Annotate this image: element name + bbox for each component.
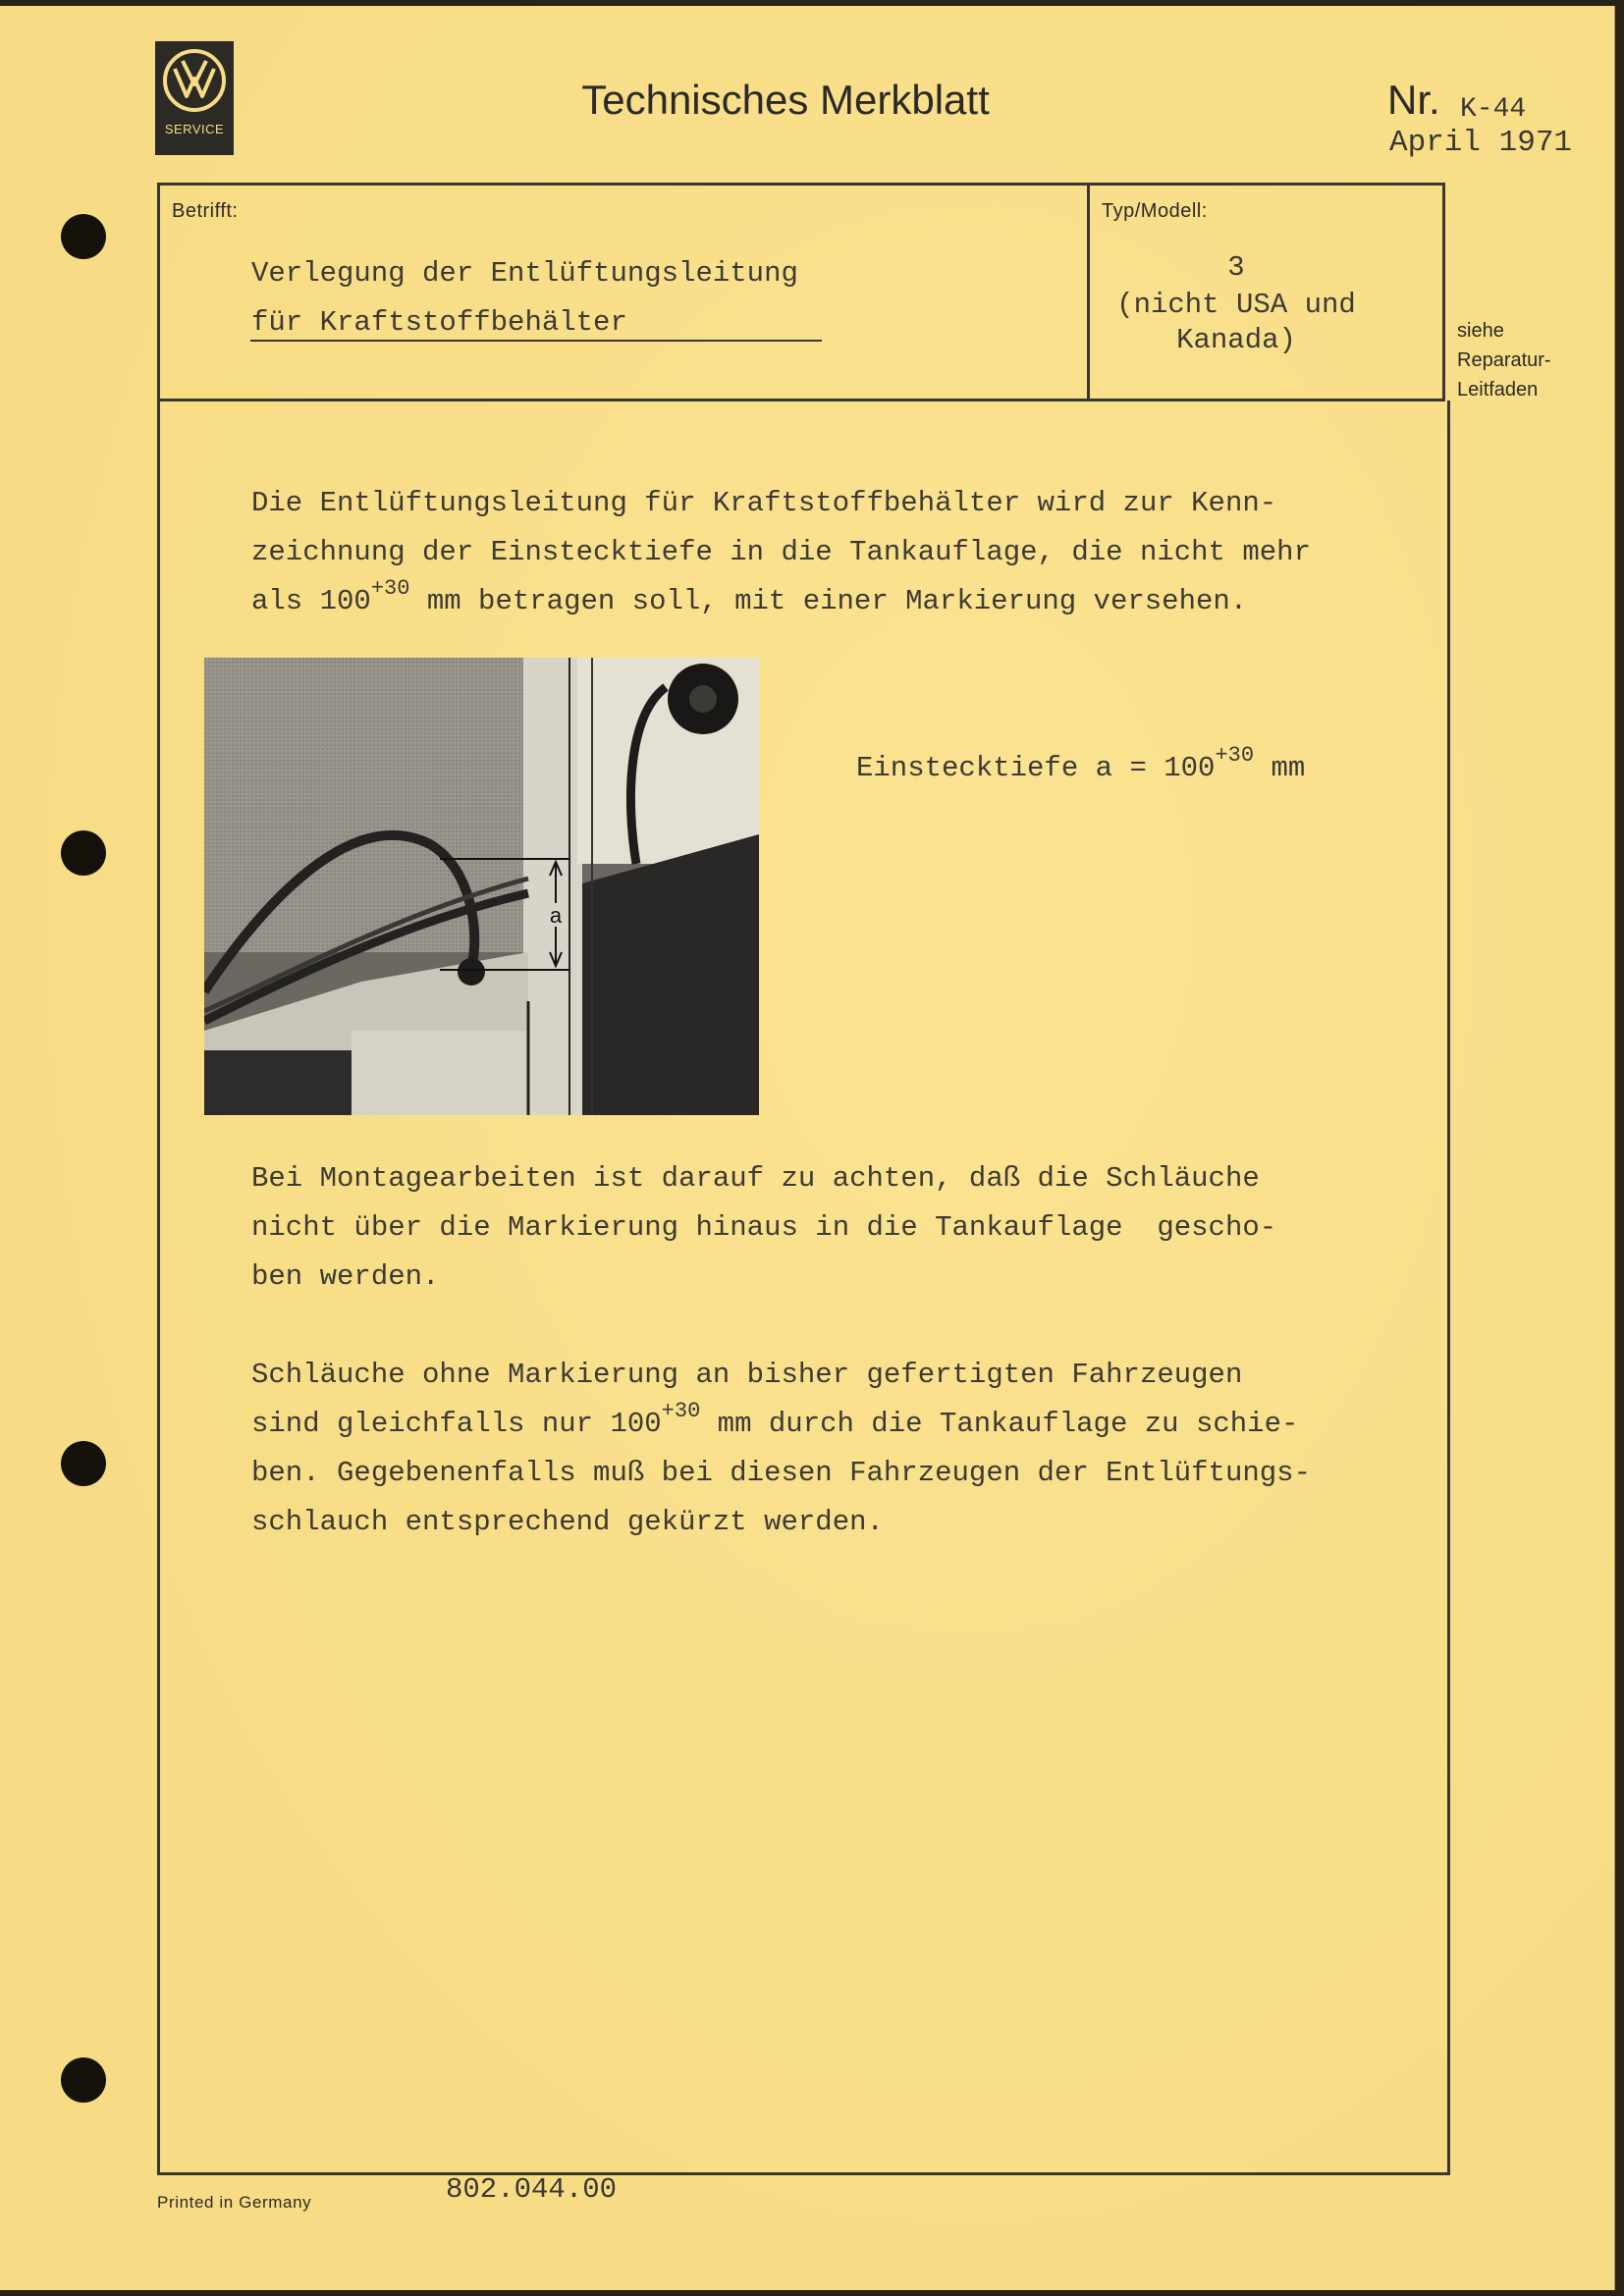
typ-modell-label: Typ/Modell: <box>1102 200 1208 222</box>
tank-vent-photo <box>204 658 759 1115</box>
punch-hole <box>61 2057 106 2103</box>
frame-bottom-border <box>157 2172 1450 2175</box>
printed-in-germany: Printed in Germany <box>157 2193 312 2212</box>
subject-line-1: Verlegung der Entlüftungsleitung <box>251 257 798 290</box>
paragraph-line: Bei Montagearbeiten ist darauf zu achten, daß die Schläuche <box>251 1162 1260 1195</box>
document-number: K-44 <box>1460 94 1527 125</box>
typ-line-2: (nicht USA und <box>1116 289 1356 321</box>
frame-right-border <box>1447 400 1450 2175</box>
number-label: Nr. <box>1387 77 1440 123</box>
intro-paragraph <box>251 479 1361 626</box>
paragraph-line: ben werden. <box>251 1260 440 1293</box>
form-number: 802.044.00 <box>446 2173 618 2206</box>
vw-emblem-icon <box>161 47 228 114</box>
subject-underline <box>250 340 822 342</box>
box-mid-border <box>157 399 1445 401</box>
figure-caption: Einstecktiefe $a = 100^{+30}$ mm <box>856 743 1306 784</box>
paragraph-line: Schläuche ohne Markierung an bisher gefertigten Fahrzeugen <box>251 1359 1243 1391</box>
montage-paragraph <box>251 1154 1361 1302</box>
paragraph-line: schlauch entsprechend gekürzt werden. <box>251 1506 884 1538</box>
side-note-line: Leitfaden <box>1457 379 1539 400</box>
paragraph-line: ben. Gegebenenfalls muß bei diesen Fahrzeugen der Entlüftungs- <box>251 1457 1311 1489</box>
frame-left-border <box>157 183 160 2175</box>
hoses-paragraph <box>251 1351 1361 1547</box>
paragraph-line: sind gleichfalls nur $100^{+30}$ mm durch die Tankauflage zu schie- <box>251 1399 1299 1440</box>
betrifft-label: Betrifft: <box>172 200 239 222</box>
side-note-line: siehe <box>1457 320 1504 342</box>
punch-hole <box>61 214 106 259</box>
page-title: Technisches Merkblatt <box>581 77 990 123</box>
paragraph-line: zeichnung der Einstecktiefe in die Tankauflage, die nicht mehr <box>251 536 1311 568</box>
dimension-label: a <box>549 903 563 928</box>
paragraph-line: nicht über die Markierung hinaus in die Tankauflage gescho- <box>251 1211 1277 1244</box>
punch-hole <box>61 830 106 876</box>
issue-date: April 1971 <box>1389 126 1573 160</box>
logo-service-text: SERVICE <box>164 122 225 136</box>
typ-line-3: Kanada) <box>1176 324 1296 356</box>
document-page <box>0 6 1615 2290</box>
paragraph-line: Die Entlüftungsleitung für Kraftstoffbehälter wird zur Kenn- <box>251 487 1277 519</box>
punch-hole <box>61 1441 106 1486</box>
paragraph-line: als $100^{+30}$ mm betragen soll, mit einer Markierung versehen. <box>251 576 1248 617</box>
side-note <box>1457 316 1551 404</box>
typ-line-1: 3 <box>1227 251 1245 284</box>
vw-service-logo <box>155 41 234 155</box>
subject-line-2: für Kraftstoffbehälter <box>251 306 627 339</box>
box-right-border <box>1442 183 1445 400</box>
box-top-border <box>157 183 1445 186</box>
side-note-line: Reparatur- <box>1457 349 1551 371</box>
